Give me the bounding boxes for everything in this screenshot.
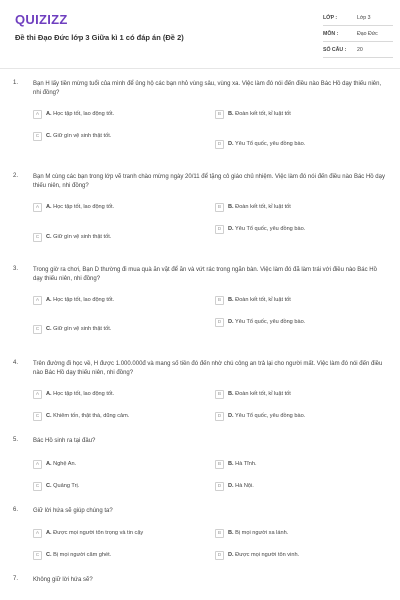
option-text: Bị mọi người căm ghét. bbox=[53, 552, 112, 558]
option-text: Yêu Tổ quốc, yêu đồng bào. bbox=[235, 141, 306, 147]
option-c[interactable]: C C. Giữ gìn vệ sinh thật tốt. bbox=[33, 323, 111, 335]
option-text: Học tập tốt, lao động tốt. bbox=[53, 111, 115, 117]
meta-row-count bbox=[323, 42, 393, 58]
question-number: 1. bbox=[13, 80, 19, 86]
option-text: Học tập tốt, lao động tốt. bbox=[53, 391, 115, 397]
meta-value: 20 bbox=[357, 46, 363, 53]
option-text: Được mọi người tôn vinh. bbox=[235, 552, 300, 558]
option-a[interactable]: A A. Học tập tốt, lao động tốt. bbox=[33, 108, 114, 120]
option-text: Quảng Trị. bbox=[53, 483, 80, 489]
meta-label: SỐ CÂU : bbox=[323, 46, 347, 53]
option-d[interactable]: D D. Hà Nội. bbox=[215, 480, 254, 492]
option-a[interactable]: A A. Học tập tốt, lao động tốt. bbox=[33, 294, 114, 306]
meta-value: Lớp 3 bbox=[357, 14, 371, 21]
question-number: 4. bbox=[13, 360, 19, 366]
option-letter-box[interactable]: B bbox=[215, 390, 224, 399]
option-letter-box[interactable]: C bbox=[33, 325, 42, 334]
option-d[interactable]: D D. Yêu Tổ quốc, yêu đồng bào. bbox=[215, 316, 305, 328]
question-text: Không giữ lời hứa sẽ? bbox=[33, 577, 93, 583]
option-letter-box[interactable]: A bbox=[33, 529, 42, 538]
option-c[interactable]: C C. Khiêm tốn, thật thà, dũng cảm. bbox=[33, 410, 129, 422]
option-text: Đoàn kết tốt, kỉ luật tốt bbox=[235, 111, 291, 117]
option-text: Được mọi người tôn trọng và tin cậy bbox=[53, 530, 144, 536]
option-b[interactable]: B B. Hà Tĩnh. bbox=[215, 458, 257, 470]
option-letter-box[interactable]: B bbox=[215, 460, 224, 469]
option-text: Nghệ An. bbox=[53, 461, 77, 467]
question-number: 7. bbox=[13, 576, 19, 582]
option-letter-box[interactable]: C bbox=[33, 132, 42, 141]
option-text: Yêu Tổ quốc, yêu đồng bào. bbox=[235, 226, 306, 232]
option-letter-box[interactable]: D bbox=[215, 482, 224, 491]
option-b[interactable]: B B. Đoàn kết tốt, kỉ luật tốt bbox=[215, 201, 291, 213]
option-text: Hà Nội. bbox=[235, 483, 254, 489]
question-text: Giữ lời hứa sẽ giúp chúng ta? bbox=[33, 508, 113, 514]
option-text: Yêu Tổ quốc, yêu đồng bào. bbox=[235, 413, 306, 419]
option-letter-box[interactable]: A bbox=[33, 390, 42, 399]
question-number: 5. bbox=[13, 437, 19, 443]
meta-value: Đạo Đức bbox=[357, 30, 378, 37]
question-number: 2. bbox=[13, 173, 19, 179]
meta-label: MÔN : bbox=[323, 30, 339, 37]
option-c[interactable]: C C. Giữ gìn vệ sinh thật tốt. bbox=[33, 231, 111, 243]
option-text: Đoàn kết tốt, kỉ luật tốt bbox=[235, 391, 291, 397]
question-text: Bạn M cùng các bạn trong lớp vẽ tranh chào mừng ngày 20/11 để tặng cô giáo chủ nhiệm. Việc làm đó nói đến điều nào Bác Hồ dạy thiếu niên, nhi đồng? bbox=[33, 174, 385, 189]
option-b[interactable]: B B. Bị mọi người xa lánh. bbox=[215, 527, 288, 539]
meta-row-subject bbox=[323, 26, 393, 42]
meta-table bbox=[323, 10, 393, 58]
quizizz-logo: QUIZIZZ bbox=[15, 12, 68, 27]
option-letter-box[interactable]: D bbox=[215, 412, 224, 421]
option-text: Đoàn kết tốt, kỉ luật tốt bbox=[235, 204, 291, 210]
option-c[interactable]: C C. Bị mọi người căm ghét. bbox=[33, 549, 111, 561]
question-number: 6. bbox=[13, 507, 19, 513]
option-text: Giữ gìn vệ sinh thật tốt. bbox=[53, 326, 112, 332]
option-b[interactable]: B B. Đoàn kết tốt, kỉ luật tốt bbox=[215, 294, 291, 306]
option-text: Yêu Tổ quốc, yêu đồng bào. bbox=[235, 319, 306, 325]
option-text: Khiêm tốn, thật thà, dũng cảm. bbox=[53, 413, 130, 419]
worksheet-title: Đề thi Đạo Đức lớp 3 Giữa kì 1 có đáp án (Đề 2) bbox=[15, 33, 184, 42]
option-a[interactable]: A A. Học tập tốt, lao động tốt. bbox=[33, 388, 114, 400]
question-text: Bác Hồ sinh ra tại đâu? bbox=[33, 438, 96, 444]
option-a[interactable]: A A. Được mọi người tôn trọng và tin cậy bbox=[33, 527, 143, 539]
option-b[interactable]: B B. Đoàn kết tốt, kỉ luật tốt bbox=[215, 108, 291, 120]
option-d[interactable]: D D. Yêu Tổ quốc, yêu đồng bào. bbox=[215, 223, 305, 235]
option-letter-box[interactable]: A bbox=[33, 460, 42, 469]
option-letter-box[interactable]: C bbox=[33, 233, 42, 242]
option-text: Học tập tốt, lao động tốt. bbox=[53, 204, 115, 210]
question-text: Trong giờ ra chơi, Bạn D thường đi mua quà ăn vặt để ăn và vứt rác trong ngăn bàn. Việc làm đó đã làm trái với điều nào Bác Hồ dạy thiếu niên, nhi đồng? bbox=[33, 267, 377, 282]
option-d[interactable]: D D. Yêu Tổ quốc, yêu đồng bào. bbox=[215, 138, 305, 150]
option-letter-box[interactable]: C bbox=[33, 482, 42, 491]
option-letter-box[interactable]: C bbox=[33, 412, 42, 421]
option-text: Đoàn kết tốt, kỉ luật tốt bbox=[235, 297, 291, 303]
option-d[interactable]: D D. Được mọi người tôn vinh. bbox=[215, 549, 299, 561]
option-letter-box[interactable]: D bbox=[215, 318, 224, 327]
option-letter-box[interactable]: B bbox=[215, 110, 224, 119]
option-text: Giữ gìn vệ sinh thật tốt. bbox=[53, 133, 112, 139]
option-c[interactable]: C C. Quảng Trị. bbox=[33, 480, 79, 492]
option-letter-box[interactable]: A bbox=[33, 203, 42, 212]
option-letter-box[interactable]: A bbox=[33, 110, 42, 119]
option-b[interactable]: B B. Đoàn kết tốt, kỉ luật tốt bbox=[215, 388, 291, 400]
option-a[interactable]: A A. Học tập tốt, lao động tốt. bbox=[33, 201, 114, 213]
option-letter-box[interactable]: D bbox=[215, 140, 224, 149]
option-a[interactable]: A A. Nghệ An. bbox=[33, 458, 76, 470]
meta-row-class bbox=[323, 10, 393, 26]
question-number: 3. bbox=[13, 266, 19, 272]
option-c[interactable]: C C. Giữ gìn vệ sinh thật tốt. bbox=[33, 130, 111, 142]
meta-label: LỚP : bbox=[323, 14, 338, 21]
worksheet-header bbox=[0, 0, 400, 69]
question-text: Trên đường đi học về, H được 1.000.000đ và mang số tiền đó đến nhờ chú công an trả lại cho người mất. Việc làm đó nói đến điều nào Bác Hồ dạy thiếu niên, nhi đồng? bbox=[33, 361, 383, 376]
option-letter-box[interactable]: D bbox=[215, 551, 224, 560]
option-letter-box[interactable]: D bbox=[215, 225, 224, 234]
question-text: Bạn H lấy tiền mừng tuổi của mình để ủng hộ các bạn nhỏ vùng sâu, vùng xa. Việc làm đó nói đến điều nào Bác Hồ dạy thiếu niên, nhi đồng? bbox=[33, 81, 382, 96]
option-text: Hà Tĩnh. bbox=[235, 461, 257, 467]
option-letter-box[interactable]: B bbox=[215, 203, 224, 212]
option-letter-box[interactable]: A bbox=[33, 296, 42, 305]
option-letter-box[interactable]: B bbox=[215, 296, 224, 305]
option-letter-box[interactable]: B bbox=[215, 529, 224, 538]
option-d[interactable]: D D. Yêu Tổ quốc, yêu đồng bào. bbox=[215, 410, 305, 422]
option-letter-box[interactable]: C bbox=[33, 551, 42, 560]
option-text: Bị mọi người xa lánh. bbox=[235, 530, 289, 536]
option-text: Giữ gìn vệ sinh thật tốt. bbox=[53, 234, 112, 240]
option-text: Học tập tốt, lao động tốt. bbox=[53, 297, 115, 303]
